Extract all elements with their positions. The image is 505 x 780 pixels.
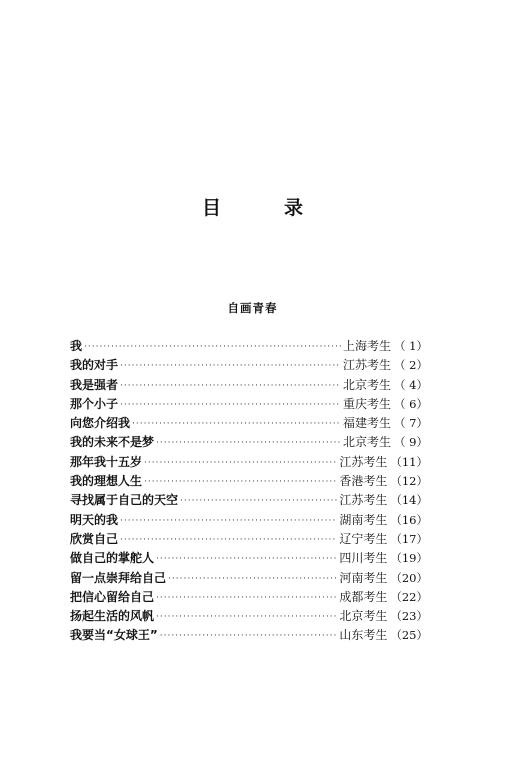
entry-page-number: （20） — [390, 570, 428, 585]
entry-title: 我的对手 — [70, 358, 119, 373]
toc-entry[interactable] — [70, 530, 428, 549]
entry-title: 明天的我 — [70, 512, 119, 527]
entry-page-number: （ 1） — [394, 339, 428, 353]
entry-author: 四川考生 — [339, 551, 388, 566]
entry-author: 河南考生 — [339, 570, 388, 585]
entry-page-number: （11） — [390, 454, 428, 469]
toc-entry[interactable] — [70, 626, 428, 645]
entry-title: 我的未来不是梦 — [70, 435, 155, 450]
entry-title: 我 — [70, 339, 83, 353]
entry-author: 成都考生 — [339, 589, 388, 604]
dot-leader — [156, 434, 341, 453]
dot-leader — [144, 454, 337, 473]
dot-leader — [180, 492, 337, 511]
entry-title: 那个小子 — [70, 396, 119, 411]
toc-entry[interactable] — [70, 569, 428, 588]
entry-page-number: （22） — [390, 589, 428, 604]
entry-author: 江苏考生 — [343, 358, 392, 373]
entry-title: 我要当“女球王” — [70, 628, 158, 643]
dot-leader — [120, 396, 341, 415]
entry-page-number: （14） — [390, 493, 428, 508]
dot-leader — [132, 415, 341, 434]
toc-entry[interactable] — [70, 549, 428, 568]
entry-page-number: （16） — [390, 512, 428, 527]
dot-leader — [120, 357, 341, 376]
entry-page-number: （ 4） — [394, 377, 428, 392]
toc-entry[interactable] — [70, 453, 428, 472]
entry-title: 我是强者 — [70, 377, 119, 392]
toc-entry[interactable] — [70, 395, 428, 414]
toc-entry[interactable] — [70, 472, 428, 491]
section-title: 自画青春 — [227, 301, 278, 315]
toc-entry[interactable] — [70, 376, 428, 395]
entry-title: 那年我十五岁 — [70, 454, 143, 469]
entry-title: 扬起生活的风帆 — [70, 609, 155, 624]
toc-entry[interactable] — [70, 337, 428, 356]
entry-title: 向您介绍我 — [70, 416, 131, 431]
toc-entry[interactable] — [70, 414, 428, 433]
entry-author: 北京考生 — [339, 609, 388, 624]
entry-author: 北京考生 — [343, 435, 392, 450]
entry-title: 留一点崇拜给自己 — [70, 570, 167, 585]
page-title: 目 录 — [201, 197, 325, 219]
toc-list — [70, 337, 428, 646]
dot-leader — [160, 627, 338, 646]
toc-entry[interactable] — [70, 607, 428, 626]
entry-page-number: （19） — [390, 551, 428, 566]
entry-author: 湖南考生 — [339, 512, 388, 527]
entry-author: 福建考生 — [343, 416, 392, 431]
entry-author: 香港考生 — [339, 474, 388, 489]
entry-author: 辽宁考生 — [339, 531, 388, 546]
entry-page-number: （25） — [390, 628, 428, 643]
toc-entry[interactable] — [70, 511, 428, 530]
dot-leader — [168, 570, 337, 589]
entry-page-number: （ 7） — [394, 416, 428, 431]
entry-author: 北京考生 — [343, 377, 392, 392]
toc-entry[interactable] — [70, 491, 428, 510]
entry-title: 我的理想人生 — [70, 474, 143, 489]
entry-title: 欣赏自己 — [70, 531, 119, 546]
dot-leader — [144, 473, 337, 492]
entry-page-number: （ 9） — [394, 435, 428, 450]
entry-page-number: （23） — [390, 609, 428, 624]
entry-title: 做自己的掌舵人 — [70, 551, 155, 566]
entry-author: 山东考生 — [339, 628, 388, 643]
entry-author: 江苏考生 — [339, 454, 388, 469]
entry-title: 寻找属于自己的天空 — [70, 493, 179, 508]
dot-leader — [156, 608, 337, 627]
dot-leader — [156, 550, 337, 569]
entry-page-number: （17） — [390, 531, 428, 546]
toc-entry[interactable] — [70, 588, 428, 607]
dot-leader — [120, 377, 341, 396]
dot-leader — [156, 589, 337, 608]
dot-leader — [84, 338, 341, 357]
entry-page-number: （ 2） — [394, 358, 428, 373]
entry-page-number: （ 6） — [394, 396, 428, 411]
dot-leader — [120, 531, 337, 550]
entry-title: 把信心留给自己 — [70, 589, 155, 604]
toc-entry[interactable] — [70, 356, 428, 375]
entry-author: 重庆考生 — [343, 396, 392, 411]
toc-entry[interactable] — [70, 433, 428, 452]
entry-author: 江苏考生 — [339, 493, 388, 508]
entry-page-number: （12） — [390, 474, 428, 489]
dot-leader — [120, 512, 337, 531]
entry-author: 上海考生 — [343, 339, 392, 353]
